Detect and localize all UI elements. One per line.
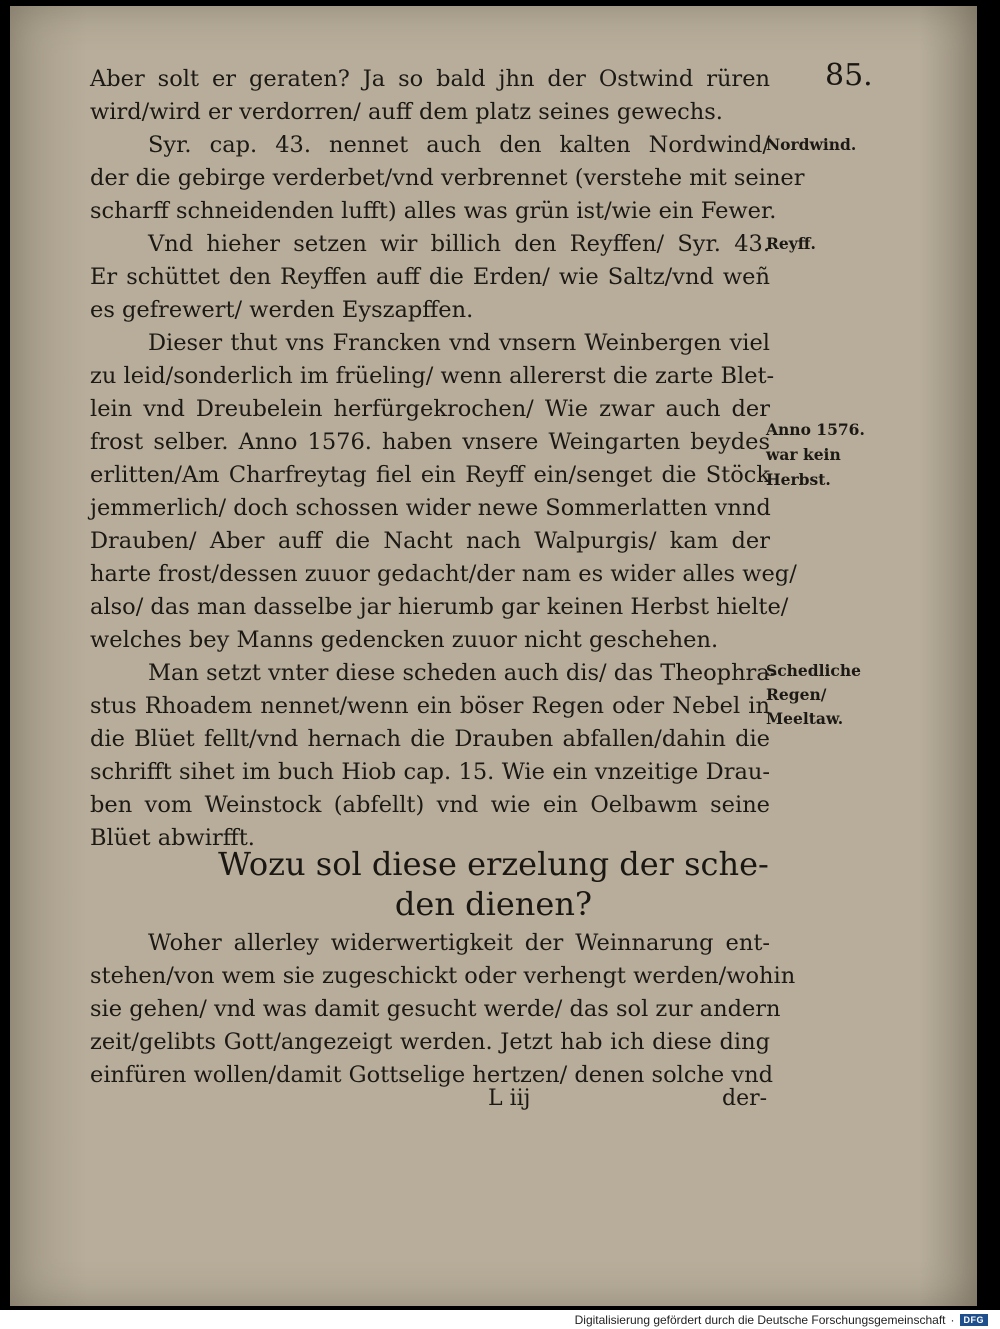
text-line: lein vnd Dreubelein herfürgekrochen/ Wie zwar auch der bbox=[90, 396, 770, 422]
text-line: Blüet abwirfft. bbox=[90, 825, 255, 851]
text-line: ben vom Weinstock (abfellt) vnd wie ein Oelbawm seine bbox=[90, 792, 770, 818]
signature-mark: L iij bbox=[488, 1086, 531, 1111]
book-page bbox=[10, 6, 977, 1306]
text-line: Aber solt er geraten? Ja so bald jhn der Ostwind rüren bbox=[90, 66, 770, 92]
text-line: wird/wird er verdorren/ auff dem platz seines gewechs. bbox=[90, 99, 723, 125]
margin-note: Regen/ bbox=[766, 685, 827, 704]
text-line: Er schüttet den Reyffen auff die Erden/ wie Saltz/vnd weñ bbox=[90, 264, 770, 290]
text-line: Drauben/ Aber auff die Nacht nach Walpurgis/ kam der bbox=[90, 528, 770, 554]
text-line: welches bey Manns gedencken zuuor nicht geschehen. bbox=[90, 627, 719, 653]
margin-note: Meeltaw. bbox=[766, 709, 844, 728]
text-line: jemmerlich/ doch schossen wider newe Sommerlatten vnnd bbox=[90, 495, 771, 521]
text-line: harte frost/dessen zuuor gedacht/der nam es wider alles weg/ bbox=[90, 561, 797, 587]
text-line: Man setzt vnter diese scheden auch dis/ das Theophra- bbox=[148, 660, 778, 686]
margin-note: Anno 1576. bbox=[766, 420, 865, 439]
text-line: frost selber. Anno 1576. haben vnsere Weingarten beydes bbox=[90, 429, 770, 455]
footer-credit bbox=[575, 1313, 988, 1327]
margin-note: Herbst. bbox=[766, 470, 831, 489]
text-line: zeit/gelibts Gott/angezeigt werden. Jetzt hab ich diese ding bbox=[90, 1029, 770, 1055]
margin-note: war kein bbox=[766, 445, 841, 464]
footer-separator: · bbox=[950, 1313, 955, 1327]
text-line: der die gebirge verderbet/vnd verbrennet (verstehe mit seiner bbox=[90, 165, 805, 191]
text-line: zu leid/sonderlich im früeling/ wenn allererst die zarte Blet- bbox=[90, 363, 775, 389]
dfg-logo: DFG bbox=[960, 1314, 989, 1326]
text-line: scharff schneidenden lufft) alles was grün ist/wie ein Fewer. bbox=[90, 198, 777, 224]
text-line: einfüren wollen/damit Gottselige hertzen/ denen solche vnd bbox=[90, 1062, 774, 1088]
text-line: schrifft sihet im buch Hiob cap. 15. Wie ein vnzeitige Drau- bbox=[90, 759, 770, 785]
footer-text: Digitalisierung gefördert durch die Deutsche Forschungsgemeinschaft bbox=[574, 1313, 946, 1327]
text-line: sie gehen/ vnd was damit gesucht werde/ das sol zur andern bbox=[90, 996, 781, 1022]
text-line: stus Rhoadem nennet/wenn ein böser Regen oder Nebel in bbox=[90, 693, 770, 719]
text-line: es gefrewert/ werden Eyszapffen. bbox=[90, 297, 474, 323]
text-line: also/ das man dasselbe jar hierumb gar keinen Herbst hielte/ bbox=[90, 594, 789, 620]
text-line: erlitten/Am Charfreytag fiel ein Reyff ein/senget die Stöck bbox=[90, 462, 770, 488]
text-line: Vnd hieher setzen wir billich den Reyffen/ Syr. 43. bbox=[148, 231, 770, 257]
margin-note: Schedliche bbox=[766, 661, 861, 680]
text-line: stehen/von wem sie zugeschickt oder verhengt werden/wohin bbox=[90, 963, 796, 989]
section-heading: den dienen? bbox=[394, 885, 593, 923]
text-line: Woher allerley widerwertigkeit der Weinnarung ent- bbox=[148, 930, 770, 956]
margin-note: Reyff. bbox=[766, 234, 816, 253]
text-line: Dieser thut vns Francken vnd vnsern Weinbergen viel bbox=[148, 330, 770, 356]
margin-note: Nordwind. bbox=[766, 135, 857, 154]
catchword: der- bbox=[722, 1086, 768, 1111]
section-heading: Wozu sol diese erzelung der sche- bbox=[218, 845, 769, 883]
text-line: Syr. cap. 43. nennet auch den kalten Nordwind/ bbox=[148, 132, 770, 158]
text-line: die Blüet fellt/vnd hernach die Drauben abfallen/dahin die bbox=[90, 726, 770, 752]
page-number: 85. bbox=[825, 58, 873, 93]
